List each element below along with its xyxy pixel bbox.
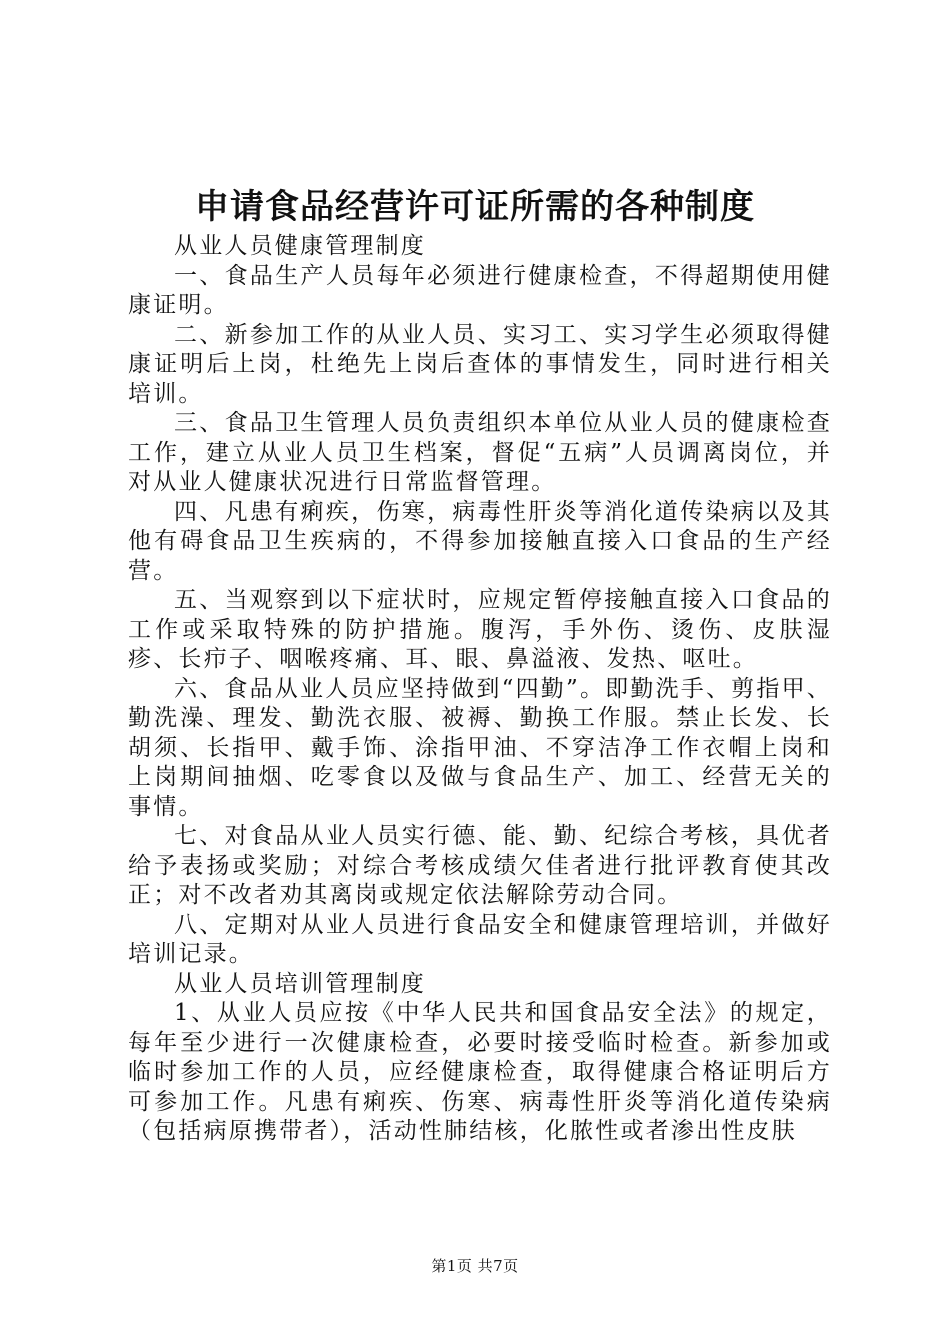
paragraph: 一、食品生产人员每年必须进行健康检查，不得超期使用健康证明。	[128, 262, 832, 318]
document-body	[128, 232, 832, 1147]
paragraph: 二、新参加工作的从业人员、实习工、实习学生必须取得健康证明后上岗，杜绝先上岗后查体的事情发生，同时进行相关培训。	[128, 321, 832, 407]
paragraph: 八、定期对从业人员进行食品安全和健康管理培训，并做好培训记录。	[128, 911, 832, 967]
paragraph: 三、食品卫生管理人员负责组织本单位从业人员的健康检查工作，建立从业人员卫生档案，督促“五病”人员调离岗位，并对从业人健康状况进行日常监督管理。	[128, 410, 832, 495]
page-footer: 第1页 共7页	[431, 1257, 519, 1275]
paragraph: 七、对食品从业人员实行德、能、勤、纪综合考核，具优者给予表扬或奖励；对综合考核成绩欠佳者进行批评教育使其改正；对不改者劝其离岗或规定依法解除劳动合同。	[128, 823, 832, 908]
paragraph: 五、当观察到以下症状时，应规定暂停接触直接入口食品的工作或采取特殊的防护措施。腹泻，手外伤、烫伤、皮肤湿疹、长疖子、咽喉疼痛、耳、眼、鼻溢液、发热、呕吐。	[128, 587, 832, 672]
section-heading-health: 从业人员健康管理制度	[174, 233, 426, 259]
section-heading-training: 从业人员培训管理制度	[174, 970, 426, 997]
paragraph: 1、从业人员应按《中华人民共和国食品安全法》的规定，每年至少进行一次健康检查，必要时接受临时检查。新参加或临时参加工作的人员，应经健康检查，取得健康合格证明后方可参加工作。凡患有痢疾、伤寒、病毒性肝炎等消化道传染病（包括病原携带者），活动性肺结核，化脓性或者渗出性皮肤	[128, 1000, 832, 1144]
document-title: 申请食品经营许可证所需的各种制度	[195, 187, 755, 227]
paragraph: 四、凡患有痢疾，伤寒，病毒性肝炎等消化道传染病以及其他有碍食品卫生疾病的，不得参加接触直接入口食品的生产经营。	[128, 498, 832, 584]
paragraph: 六、食品从业人员应坚持做到“四勤”。即勤洗手、剪指甲、勤洗澡、理发、勤洗衣服、被褥、勤换工作服。禁止长发、长胡须、长指甲、戴手饰、涂指甲油、不穿洁净工作衣帽上岗和上岗期间抽烟、吃零食以及做与食品生产、加工、经营无关的事情。	[128, 675, 832, 820]
